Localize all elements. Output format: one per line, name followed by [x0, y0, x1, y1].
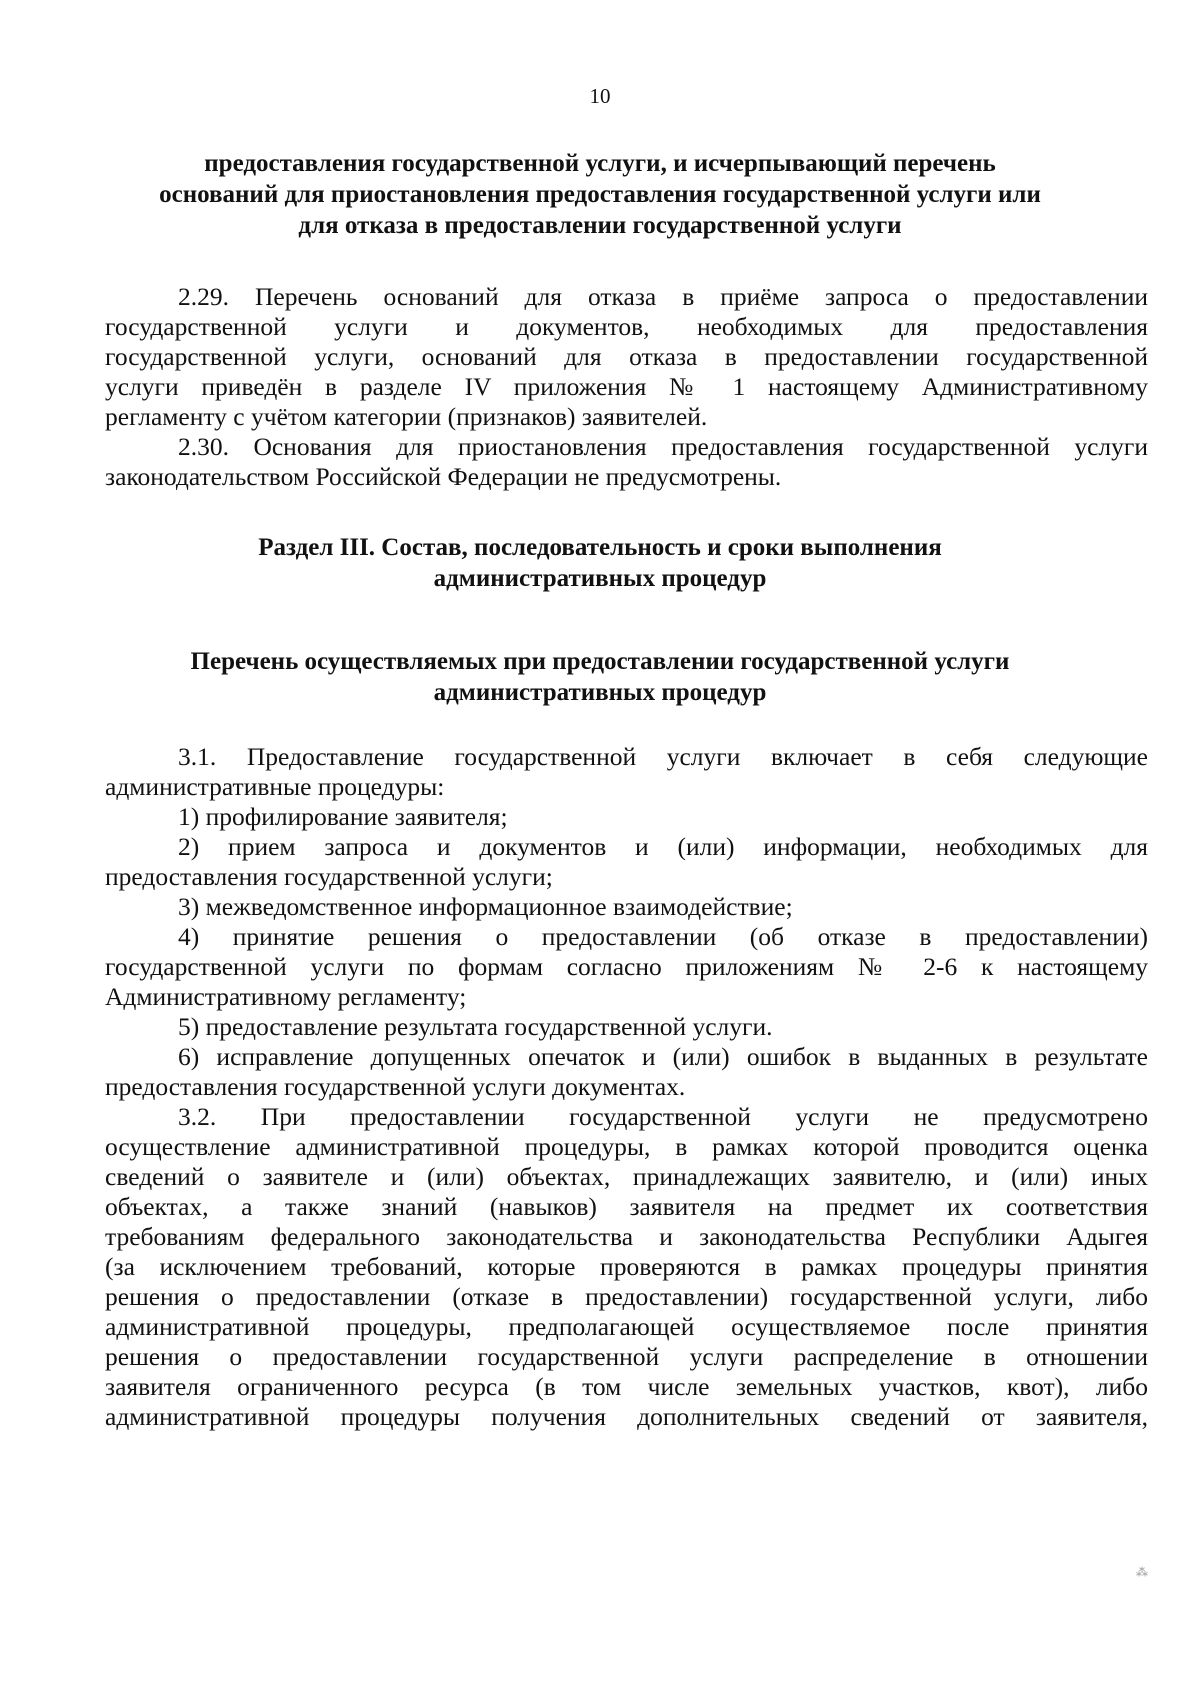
list-item-line: 1) профилирование заявителя; [178, 802, 508, 831]
paragraph-line: сведений о заявителе и (или) объектах, принадлежащих заявителю, и (или) иных [105, 1162, 1148, 1191]
paragraph-line: административной процедуры, предполагающей осуществляемое после принятия [105, 1312, 1148, 1341]
list-item-line: Административному регламенту; [105, 982, 467, 1011]
paragraph-line: решения о предоставлении (отказе в предоставлении) государственной услуги, либо [105, 1282, 1148, 1311]
paragraph-line: (за исключением требований, которые проверяются в рамках процедуры принятия [105, 1252, 1148, 1281]
page-number: 10 [589, 84, 611, 108]
paragraph-line: административные процедуры: [105, 772, 445, 801]
subsection-heading [100, 646, 1100, 708]
paragraph-line: 3.1. Предоставление государственной услуги включает в себя следующие [178, 742, 1148, 771]
heading-line: административных процедур [433, 565, 767, 592]
paragraph-line: решения о предоставлении государственной услуги распределение в отношении [105, 1342, 1148, 1371]
paragraph-line: регламенту с учётом категории (признаков) заявителей. [105, 402, 708, 431]
heading-line: предоставления государственной услуги, и исчерпывающий перечень [204, 150, 996, 177]
list-item-line: предоставления государственной услуги документах. [105, 1072, 686, 1101]
list-item-line: 4) принятие решения о предоставлении (об отказе в предоставлении) [178, 922, 1148, 951]
list-item-line: 6) исправление допущенных опечаток и (или) ошибок в выданных в результате [178, 1042, 1148, 1071]
list-item-line: 5) предоставление результата государственной услуги. [178, 1012, 773, 1041]
paragraph-line: 2.29. Перечень оснований для отказа в приёме запроса о предоставлении [178, 282, 1148, 311]
heading-line: Раздел III. Состав, последовательность и сроки выполнения [258, 534, 942, 561]
heading-continuation [100, 148, 1100, 241]
paragraph-line: заявителя ограниченного ресурса (в том числе земельных участков, квот), либо [105, 1372, 1148, 1401]
paragraph-line: административной процедуры получения дополнительных сведений от заявителя, [105, 1402, 1148, 1431]
paragraph-line: государственной услуги, оснований для отказа в предоставлении государственной [105, 342, 1148, 371]
paragraph-line: услуги приведён в разделе IV приложения № 1 настоящему Административному [105, 372, 1148, 401]
heading-line: административных процедур [433, 679, 767, 706]
list-item-line: предоставления государственной услуги; [105, 862, 553, 891]
list-item-line: 2) прием запроса и документов и (или) информации, необходимых для [178, 832, 1148, 861]
scan-speck-mark: ⁂ [1136, 1565, 1148, 1579]
paragraph-line: требованиям федерального законодательства и законодательства Республики Адыгея [105, 1222, 1148, 1251]
list-item-line: государственной услуги по формам согласно приложениям № 2-6 к настоящему [105, 952, 1148, 981]
list-item-line: 3) межведомственное информационное взаимодействие; [178, 892, 793, 921]
paragraph-line: законодательством Российской Федерации не предусмотрены. [105, 462, 782, 491]
paragraph-line: государственной услуги и документов, необходимых для предоставления [105, 312, 1148, 341]
paragraph-line: объектах, а также знаний (навыков) заявителя на предмет их соответствия [105, 1192, 1148, 1221]
section-heading [100, 532, 1100, 594]
paragraph-line: 2.30. Основания для приостановления предоставления государственной услуги [178, 432, 1148, 461]
paragraph-line: 3.2. При предоставлении государственной услуги не предусмотрено [178, 1102, 1148, 1131]
heading-line: для отказа в предоставлении государственной услуги [298, 212, 902, 239]
heading-line: оснований для приостановления предоставления государственной услуги или [159, 181, 1041, 208]
paragraph-line: осуществление административной процедуры, в рамках которой проводится оценка [105, 1132, 1148, 1161]
heading-line: Перечень осуществляемых при предоставлении государственной услуги [190, 648, 1010, 675]
